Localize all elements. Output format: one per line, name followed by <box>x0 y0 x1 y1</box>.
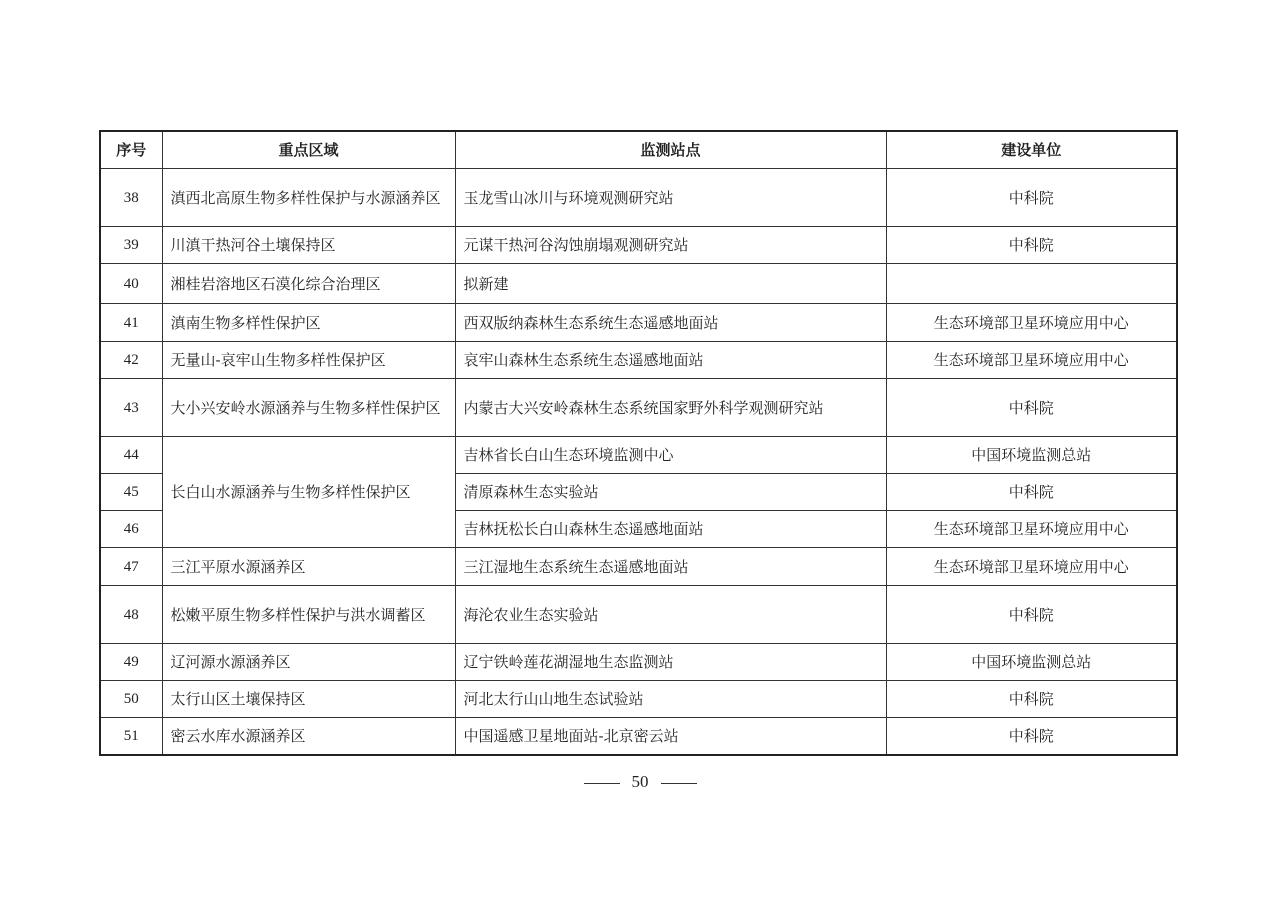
table-row <box>100 718 1177 756</box>
row-station: 辽宁铁岭莲花湖湿地生态监测站 <box>455 644 886 681</box>
row-unit <box>886 264 1177 304</box>
row-station: 中国遥感卫星地面站-北京密云站 <box>455 718 886 756</box>
row-area: 无量山-哀牢山生物多样性保护区 <box>162 342 455 379</box>
table-row <box>100 169 1177 227</box>
row-area: 滇西北高原生物多样性保护与水源涵养区 <box>162 169 455 227</box>
row-station: 西双版纳森林生态系统生态遥感地面站 <box>455 304 886 342</box>
row-unit: 生态环境部卫星环境应用中心 <box>886 304 1177 342</box>
row-station: 河北太行山山地生态试验站 <box>455 681 886 718</box>
table-row <box>100 644 1177 681</box>
row-index: 38 <box>100 169 162 227</box>
row-index: 44 <box>100 437 162 474</box>
row-station: 玉龙雪山冰川与环境观测研究站 <box>455 169 886 227</box>
row-area: 三江平原水源涵养区 <box>162 548 455 586</box>
row-station: 内蒙古大兴安岭森林生态系统国家野外科学观测研究站 <box>455 379 886 437</box>
row-index: 51 <box>100 718 162 756</box>
header-index: 序号 <box>100 131 162 169</box>
row-index: 46 <box>100 511 162 548</box>
row-unit: 中国环境监测总站 <box>886 437 1177 474</box>
row-area-merged: 长白山水源涵养与生物多样性保护区 <box>162 437 455 548</box>
row-index: 45 <box>100 474 162 511</box>
page-number-footer <box>0 772 1280 792</box>
row-station: 哀牢山森林生态系统生态遥感地面站 <box>455 342 886 379</box>
row-index: 50 <box>100 681 162 718</box>
row-station: 吉林省长白山生态环境监测中心 <box>455 437 886 474</box>
row-unit: 中国环境监测总站 <box>886 644 1177 681</box>
row-area: 松嫩平原生物多样性保护与洪水调蓄区 <box>162 586 455 644</box>
row-index: 43 <box>100 379 162 437</box>
row-station: 吉林抚松长白山森林生态遥感地面站 <box>455 511 886 548</box>
row-unit: 中科院 <box>886 681 1177 718</box>
table-header-row <box>100 131 1177 169</box>
row-unit: 生态环境部卫星环境应用中心 <box>886 548 1177 586</box>
row-area: 太行山区土壤保持区 <box>162 681 455 718</box>
row-area: 湘桂岩溶地区石漠化综合治理区 <box>162 264 455 304</box>
table-row <box>100 437 1177 474</box>
row-index: 40 <box>100 264 162 304</box>
row-unit: 中科院 <box>886 379 1177 437</box>
monitoring-stations-table <box>99 130 1178 756</box>
header-station: 监测站点 <box>455 131 886 169</box>
row-unit: 生态环境部卫星环境应用中心 <box>886 342 1177 379</box>
row-station: 三江湿地生态系统生态遥感地面站 <box>455 548 886 586</box>
row-station: 元谋干热河谷沟蚀崩塌观测研究站 <box>455 227 886 264</box>
row-index: 49 <box>100 644 162 681</box>
row-unit: 中科院 <box>886 227 1177 264</box>
row-unit: 中科院 <box>886 474 1177 511</box>
row-area: 大小兴安岭水源涵养与生物多样性保护区 <box>162 379 455 437</box>
row-index: 39 <box>100 227 162 264</box>
row-index: 41 <box>100 304 162 342</box>
row-station: 海沦农业生态实验站 <box>455 586 886 644</box>
table-row <box>100 264 1177 304</box>
row-index: 47 <box>100 548 162 586</box>
right-dash-divider <box>661 783 697 784</box>
row-area: 辽河源水源涵养区 <box>162 644 455 681</box>
row-unit: 中科院 <box>886 586 1177 644</box>
page-number: 50 <box>631 772 649 791</box>
row-index: 42 <box>100 342 162 379</box>
row-unit: 中科院 <box>886 169 1177 227</box>
table-row <box>100 379 1177 437</box>
row-area: 川滇干热河谷土壤保持区 <box>162 227 455 264</box>
table-row <box>100 681 1177 718</box>
header-area: 重点区域 <box>162 131 455 169</box>
row-index: 48 <box>100 586 162 644</box>
table-row <box>100 586 1177 644</box>
row-station: 清原森林生态实验站 <box>455 474 886 511</box>
row-area: 滇南生物多样性保护区 <box>162 304 455 342</box>
table-row <box>100 227 1177 264</box>
table-row <box>100 304 1177 342</box>
header-unit: 建设单位 <box>886 131 1177 169</box>
row-unit: 中科院 <box>886 718 1177 756</box>
row-station: 拟新建 <box>455 264 886 304</box>
table-row <box>100 548 1177 586</box>
left-dash-divider <box>584 783 620 784</box>
row-area: 密云水库水源涵养区 <box>162 718 455 756</box>
row-unit: 生态环境部卫星环境应用中心 <box>886 511 1177 548</box>
table-row <box>100 342 1177 379</box>
